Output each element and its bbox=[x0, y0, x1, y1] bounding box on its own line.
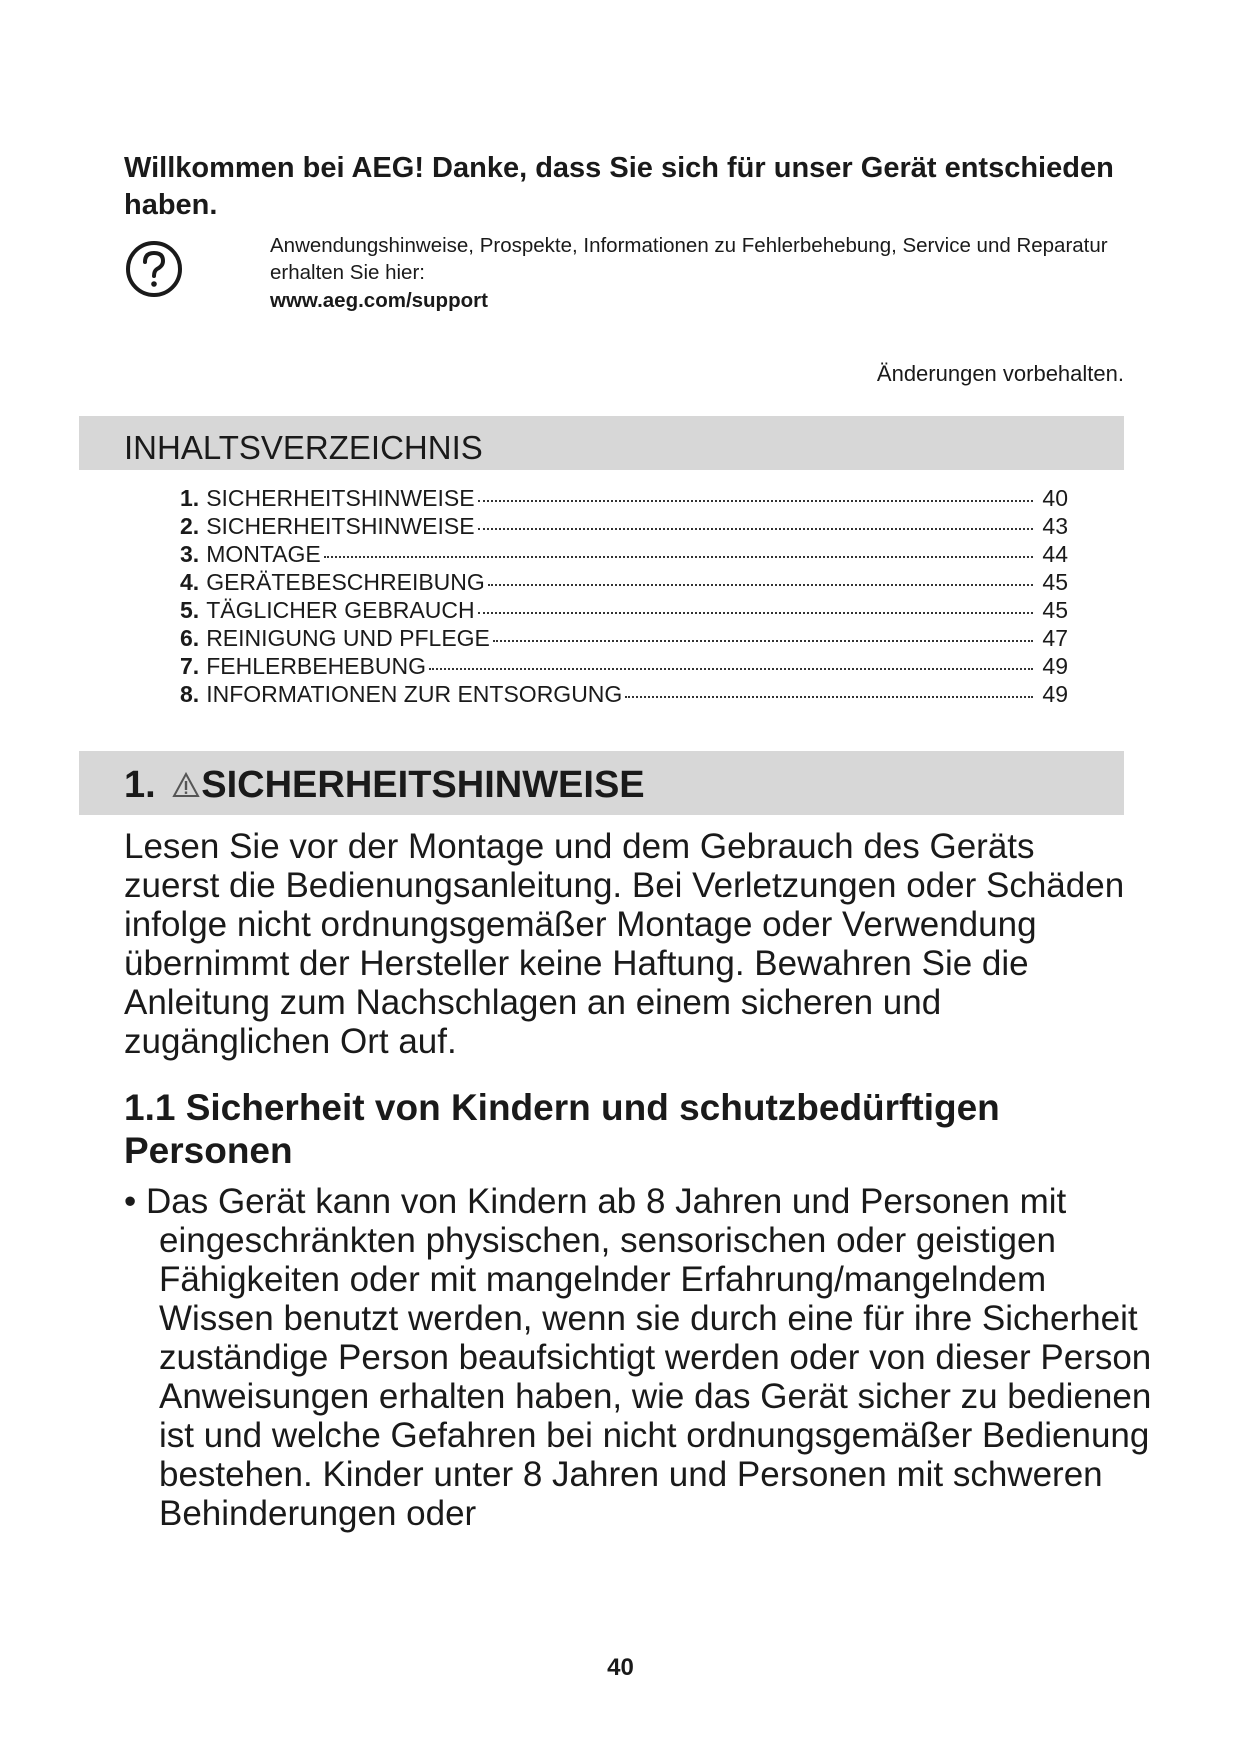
subsection-title: 1.1 Sicherheit von Kindern und schutzbedürftigen Personen bbox=[124, 1087, 1000, 1171]
toc-item-4[interactable] bbox=[180, 568, 1068, 596]
toc-item-label: TÄGLICHER GEBRAUCH bbox=[206, 597, 475, 623]
toc-item-page: 49 bbox=[1042, 681, 1068, 707]
toc-item-5[interactable] bbox=[180, 596, 1068, 624]
toc-item-label: SICHERHEITSHINWEISE bbox=[206, 513, 475, 539]
toc-item-8[interactable] bbox=[180, 680, 1068, 708]
toc-item-2[interactable] bbox=[180, 512, 1068, 540]
toc-item-label: FEHLERBEHEBUNG bbox=[206, 653, 427, 679]
changes-reserved-note: Änderungen vorbehalten. bbox=[876, 361, 1124, 386]
toc-item-3[interactable] bbox=[180, 540, 1068, 568]
toc-item-page: 43 bbox=[1042, 513, 1068, 539]
toc-dot-leader bbox=[478, 612, 1033, 614]
toc-dot-leader bbox=[478, 500, 1033, 502]
toc-item-number: 2. bbox=[180, 513, 200, 539]
toc-item-number: 1. bbox=[180, 485, 200, 511]
toc-item-number: 5. bbox=[180, 597, 200, 623]
toc-item-label: GERÄTEBESCHREIBUNG bbox=[206, 569, 485, 595]
safety-bullet-item: • Das Gerät kann von Kindern ab 8 Jahren und Personen mit eingeschränkten physischen, sensorischen oder geistigen Fähigkeiten oder mit mangelnder Erfahrung/mangelndem Wissen benutzt werden, wenn sie durch eine für ihre Sicherheit zuständige Person beaufsichtigt werden oder von dieser Person Anweisungen erhalten haben, wie das Gerät sicher zu bedienen ist und welche Gefahren bei nicht ordnungsgemäßer Bedienung bestehen. Kinder unter 8 Jahren und Personen mit schweren Behinderungen oder bbox=[124, 1182, 1152, 1533]
toc-item-page: 45 bbox=[1042, 569, 1068, 595]
toc-item-label: SICHERHEITSHINWEISE bbox=[206, 485, 475, 511]
support-info-text: Anwendungshinweise, Prospekte, Informationen zu Fehlerbehebung, Service und Reparatur erhalten Sie hier: bbox=[270, 234, 1108, 284]
welcome-heading: Willkommen bei AEG! Danke, dass Sie sich für unser Gerät entschieden haben. bbox=[124, 152, 1114, 221]
toc-item-page: 47 bbox=[1042, 625, 1068, 651]
toc-item-1[interactable] bbox=[180, 484, 1068, 512]
section-number: 1. bbox=[124, 764, 156, 806]
toc-item-number: 4. bbox=[180, 569, 200, 595]
toc-item-number: 8. bbox=[180, 681, 200, 707]
toc-item-page: 44 bbox=[1042, 541, 1068, 567]
toc-item-page: 45 bbox=[1042, 597, 1068, 623]
toc-item-number: 7. bbox=[180, 653, 200, 679]
toc-dot-leader bbox=[478, 528, 1033, 530]
toc-item-page: 49 bbox=[1042, 653, 1068, 679]
toc-item-label: MONTAGE bbox=[206, 541, 321, 567]
warning-triangle-icon bbox=[172, 772, 200, 798]
toc-dot-leader bbox=[625, 696, 1033, 698]
toc-item-label: REINIGUNG UND PFLEGE bbox=[206, 625, 490, 651]
question-circle-icon bbox=[124, 239, 184, 299]
section-title-text: SICHERHEITSHINWEISE bbox=[201, 764, 645, 806]
toc-item-page: 40 bbox=[1042, 485, 1068, 511]
toc-item-number: 3. bbox=[180, 541, 200, 567]
toc-dot-leader bbox=[488, 584, 1033, 586]
table-of-contents bbox=[180, 484, 1068, 708]
support-link[interactable]: www.aeg.com/support bbox=[270, 289, 488, 312]
toc-dot-leader bbox=[324, 556, 1033, 558]
toc-item-7[interactable] bbox=[180, 652, 1068, 680]
toc-dot-leader bbox=[493, 640, 1033, 642]
toc-item-6[interactable] bbox=[180, 624, 1068, 652]
toc-item-label: INFORMATIONEN ZUR ENTSORGUNG bbox=[206, 681, 623, 707]
page-number: 40 bbox=[607, 1654, 634, 1681]
section-intro-paragraph: Lesen Sie vor der Montage und dem Gebrauch des Geräts zuerst die Bedienungsanleitung. Bei Verletzungen oder Schäden infolge nicht ordnungsgemäßer Montage oder Verwendung übernimmt der Hersteller keine Haftung. Bewahren Sie die Anleitung zum Nachschlagen an einem sicheren und zugänglichen Ort auf. bbox=[124, 827, 1125, 1061]
toc-dot-leader bbox=[429, 668, 1033, 670]
toc-title: INHALTSVERZEICHNIS bbox=[124, 429, 483, 466]
toc-item-number: 6. bbox=[180, 625, 200, 651]
section-title bbox=[124, 762, 645, 808]
